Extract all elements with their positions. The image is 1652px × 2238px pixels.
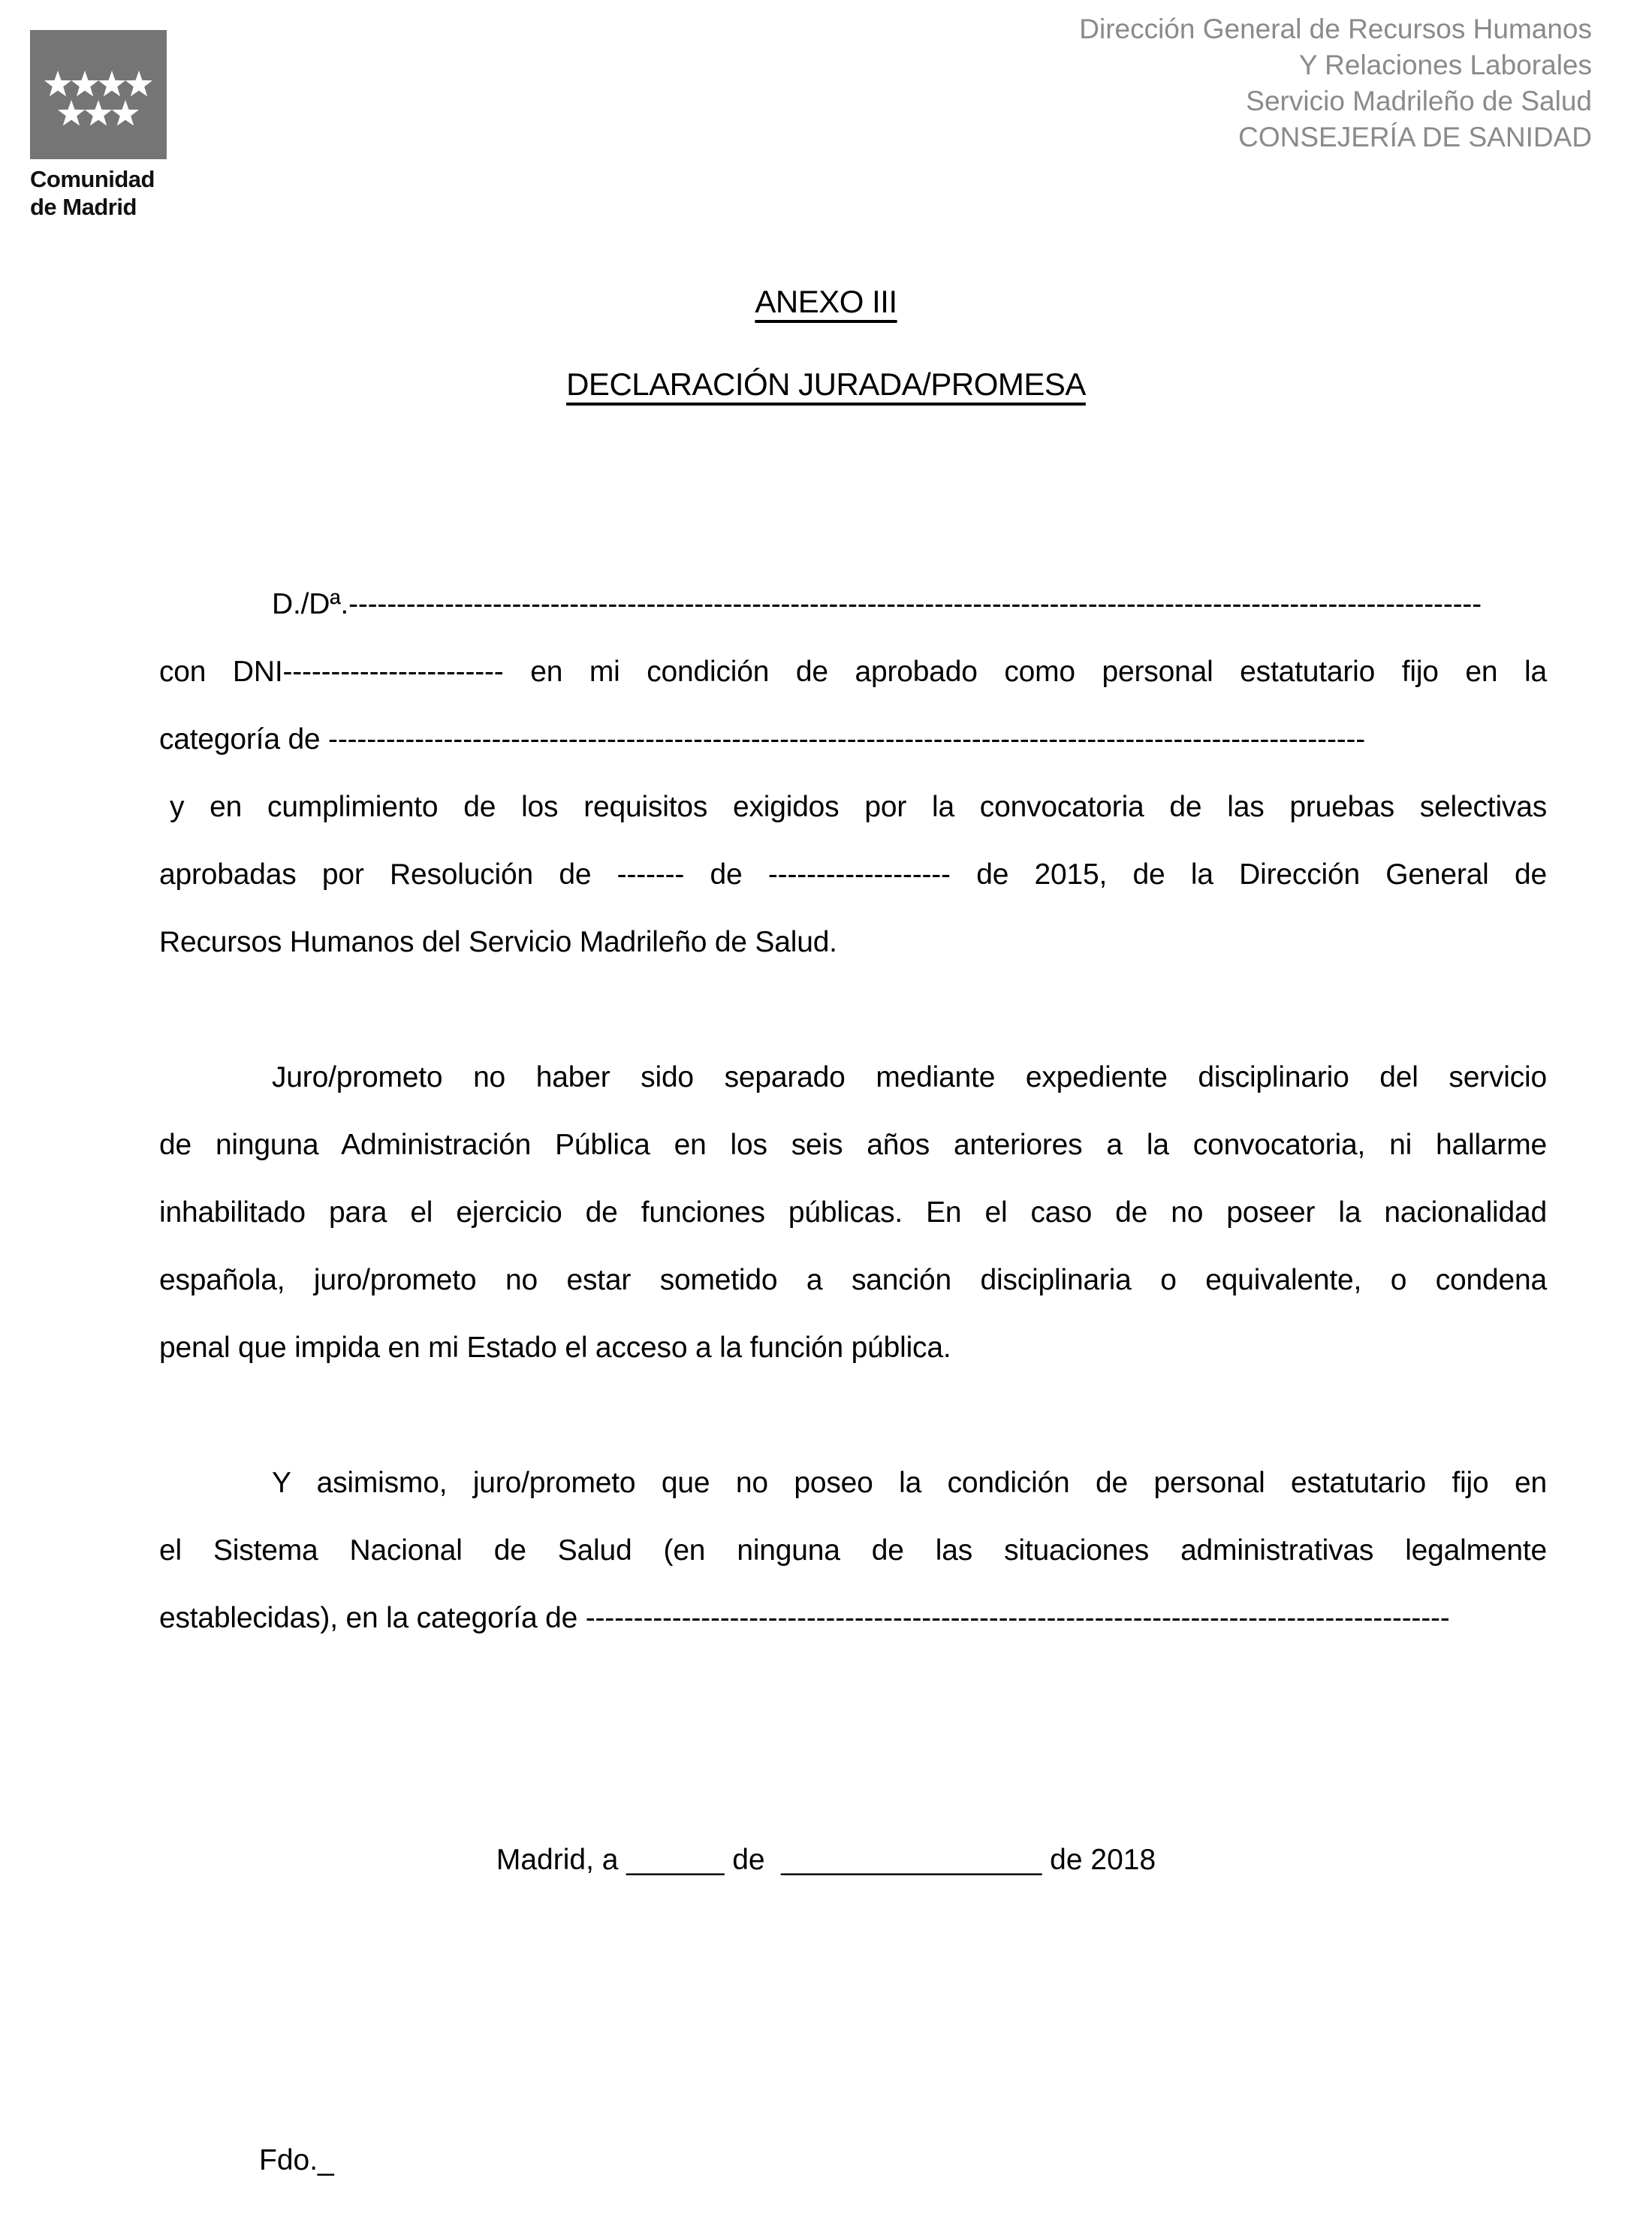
madrid-flag-icon	[30, 30, 167, 159]
logo-caption-line1: Comunidad	[30, 166, 155, 192]
status-line-1: Y asimismo, juro/prometo que no poseo la condición de personal estatutario fijo en	[272, 1467, 1547, 1499]
oath-line-2: de ninguna Administración Pública en los seis años anteriores a la convocatoria, ni hallarme	[159, 1129, 1547, 1161]
org-line-direccion: Dirección General de Recursos Humanos	[1079, 14, 1592, 44]
signature-label: Fdo._	[259, 2144, 334, 2176]
oath-line-1: Juro/prometo no haber sido separado mediante expediente disciplinario del servicio	[272, 1061, 1547, 1093]
annex-title	[0, 284, 1652, 320]
declaration-body	[0, 571, 1652, 1652]
oath-line-4: española, juro/prometo no estar sometido a sanción disciplinaria o equivalente, o condena	[159, 1264, 1547, 1296]
date-line: Madrid, a ______ de ________________ de 2018	[496, 1844, 1156, 1876]
paragraph-oath-status	[159, 1449, 1547, 1652]
form-line-category-blank: categoría de ------------------------------------------------------------------------------------------------------------	[159, 723, 1366, 756]
status-line-category-blank: establecidas), en la categoría de ------------------------------------------------------------------------------------------	[159, 1602, 1450, 1634]
form-line-requisitos: y en cumplimiento de los requisitos exigidos por la convocatoria de las pruebas selectivas	[170, 791, 1547, 823]
form-line-dni-blank: con DNI----------------------- en mi condición de aprobado como personal estatutario fijo en la	[159, 656, 1547, 688]
paragraph-identification	[159, 571, 1547, 976]
org-line-servicio: Servicio Madrileño de Salud	[1246, 86, 1592, 116]
document-title-text: DECLARACIÓN JURADA/PROMESA	[566, 366, 1086, 402]
form-line-name-blank: D./Dª.----------------------------------------------------------------------------------------------------------------------	[272, 588, 1482, 620]
annex-title-text: ANEXO III	[755, 284, 897, 319]
status-line-2: el Sistema Nacional de Salud (en ninguna de las situaciones administrativas legalmente	[159, 1534, 1547, 1567]
organization-header	[1079, 11, 1592, 155]
org-line-relaciones: Y Relaciones Laborales	[1298, 50, 1592, 80]
logo-caption	[30, 165, 210, 221]
comunidad-de-madrid-logo	[30, 11, 210, 221]
oath-line-5: penal que impida en mi Estado el acceso a la función pública.	[159, 1332, 951, 1364]
oath-line-3: inhabilitado para el ejercicio de funciones públicas. En el caso de no poseer la nacionalidad	[159, 1196, 1547, 1229]
org-line-consejeria: CONSEJERÍA DE SANIDAD	[1238, 122, 1592, 152]
form-line-recursos: Recursos Humanos del Servicio Madrileño de Salud.	[159, 926, 837, 958]
page-header	[0, 0, 1652, 218]
document-title	[0, 366, 1652, 403]
paragraph-oath-service	[159, 1044, 1547, 1382]
logo-caption-line2: de Madrid	[30, 194, 137, 220]
form-line-resolucion: aprobadas por Resolución de ------- de ------------------- de 2015, de la Dirección General de	[159, 858, 1547, 891]
